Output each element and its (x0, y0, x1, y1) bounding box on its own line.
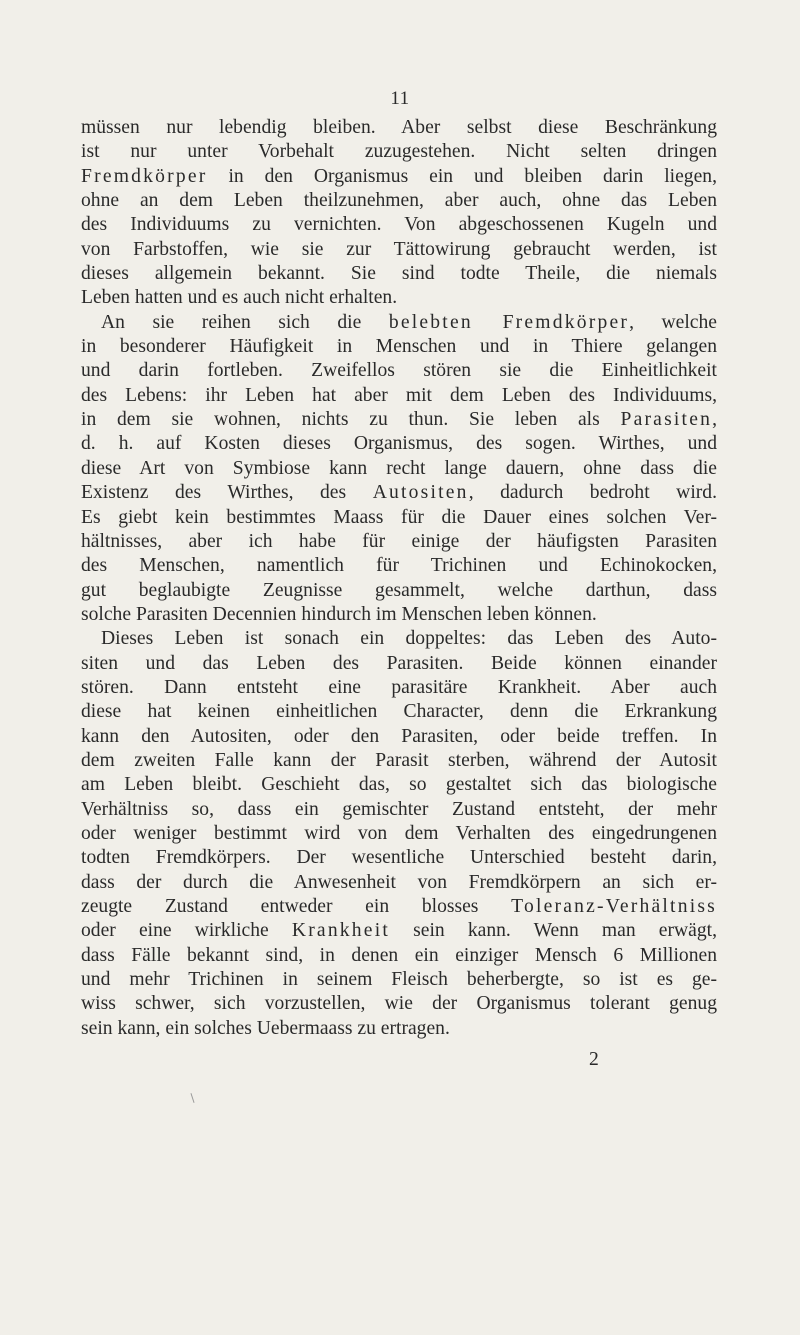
text-run: dass der durch die Anwesenheit von Fremdkörpern an sich er- (81, 871, 717, 893)
text-line (81, 213, 717, 237)
text-line (81, 992, 717, 1016)
text-run: Verhältniss so, dass ein gemischter Zustand entsteht, der mehr (81, 798, 717, 820)
text-line (81, 189, 717, 213)
text-line (81, 481, 717, 505)
emphasized-term: Autositen (372, 482, 469, 504)
text-line (81, 359, 717, 383)
text-line (81, 700, 717, 724)
paper-speck (190, 1093, 194, 1103)
text-line (81, 822, 717, 846)
text-run: Existenz des Wirthes, des (81, 482, 373, 504)
text-run: in den Organismus ein und bleiben darin liegen, (207, 165, 717, 187)
text-line (81, 773, 717, 797)
text-line (81, 1017, 717, 1041)
text-run: des Individuums zu vernichten. Von abgeschossenen Kugeln und (81, 214, 717, 236)
text-run: Es giebt kein bestimmtes Maass für die Dauer eines solchen Ver- (81, 506, 717, 528)
emphasized-term: Krankheit (291, 920, 390, 942)
text-run: , dadurch bedroht wird. (468, 482, 717, 504)
text-run: dem zweiten Falle kann der Parasit sterben, während der Autosit (81, 749, 717, 771)
emphasized-term: Toleranz-Verhältniss (511, 896, 717, 917)
text-run: Leben hatten und es auch nicht erhalten. (81, 287, 398, 309)
text-run: am Leben bleibt. Geschieht das, so gestaltet sich das biologische (81, 774, 717, 796)
text-run: dieses allgemein bekannt. Sie sind todte Theile, die niemals (81, 263, 717, 285)
emphasized-term: Fremdkörper (81, 165, 208, 187)
text-line (81, 749, 717, 773)
emphasized-term: belebten Fremdkörper (388, 311, 630, 333)
text-run: sein kann. Wenn man erwägt, (390, 920, 718, 942)
text-run: stören. Dann entsteht eine parasitäre Krankheit. Aber auch (81, 676, 717, 698)
text-run: in besonderer Häufigkeit in Menschen und in Thiere gelangen (81, 336, 717, 358)
text-line (81, 408, 717, 432)
text-line (81, 286, 717, 310)
text-line (81, 652, 717, 676)
text-run: dass Fälle bekannt sind, in denen ein einziger Mensch 6 Millionen (81, 944, 717, 966)
text-run: in dem sie wohnen, nichts zu thun. Sie leben als (81, 409, 621, 431)
text-line (81, 846, 717, 870)
page-number: 11 (390, 88, 410, 109)
text-line (81, 944, 717, 968)
text-line (81, 676, 717, 700)
text-line (81, 457, 717, 481)
emphasized-term: Parasiten (620, 409, 713, 431)
text-run: hältnisses, aber ich habe für einige der häufigsten Parasiten (81, 530, 717, 552)
text-run: sein kann, ein solches Uebermaass zu ertragen. (81, 1017, 450, 1039)
text-line (81, 238, 717, 262)
text-run: oder weniger bestimmt wird von dem Verhalten des eingedrungenen (81, 822, 717, 844)
text-line (81, 262, 717, 286)
text-line (81, 506, 717, 530)
text-line (81, 725, 717, 749)
text-line (81, 798, 717, 822)
text-run: ohne an dem Leben theilzunehmen, aber auch, ohne das Leben (81, 190, 717, 212)
text-line (81, 432, 717, 456)
text-run: , (712, 409, 717, 431)
text-run: wiss schwer, sich vorzustellen, wie der Organismus tolerant genug (81, 993, 717, 1015)
text-line (81, 895, 717, 919)
text-run: und darin fortleben. Zweifellos stören sie die Einheitlichkeit (81, 360, 717, 382)
text-run: , welche (629, 311, 717, 333)
text-run: d. h. auf Kosten dieses Organismus, des sogen. Wirthes, und (81, 433, 717, 455)
text-run: von Farbstoffen, wie sie zur Tättowirung gebraucht werden, ist (81, 238, 717, 260)
text-run: des Menschen, namentlich für Trichinen und Echinokocken, (81, 555, 717, 577)
text-line (81, 627, 717, 651)
text-run: kann den Autositen, oder den Parasiten, oder beide treffen. In (81, 725, 717, 747)
text-line (81, 968, 717, 992)
text-run: und mehr Trichinen in seinem Fleisch beherbergte, so ist es ge- (81, 969, 717, 991)
text-run: diese hat keinen einheitlichen Character, denn die Erkrankung (81, 701, 717, 723)
text-run: todten Fremdkörpers. Der wesentliche Unterschied besteht darin, (81, 847, 717, 869)
text-line (81, 871, 717, 895)
text-run: An sie reihen sich die (101, 311, 389, 333)
text-line (81, 140, 717, 164)
text-run: ist nur unter Vorbehalt zuzugestehen. Nicht selten dringen (81, 141, 717, 163)
body-text (81, 116, 717, 1041)
text-line (81, 554, 717, 578)
text-run: müssen nur lebendig bleiben. Aber selbst diese Beschränkung (81, 117, 717, 138)
sheet-number: 2 (589, 1049, 599, 1070)
text-line (81, 165, 717, 189)
text-run: Dieses Leben ist sonach ein doppeltes: das Leben des Auto- (101, 628, 717, 650)
text-run: solche Parasiten Decennien hindurch im Menschen leben können. (81, 603, 597, 625)
text-run: siten und das Leben des Parasiten. Beide können einander (81, 652, 717, 674)
text-line (81, 530, 717, 554)
text-line (81, 311, 717, 335)
text-line (81, 579, 717, 603)
text-run: zeugte Zustand entweder ein blosses (81, 896, 512, 917)
text-line (81, 384, 717, 408)
text-line (81, 919, 717, 943)
text-run: gut beglaubigte Zeugnisse gesammelt, welche darthun, dass (81, 579, 717, 601)
text-run: des Lebens: ihr Leben hat aber mit dem Leben des Individuums, (81, 384, 717, 406)
text-line (81, 116, 717, 140)
text-run: oder eine wirkliche (81, 920, 292, 942)
text-run: diese Art von Symbiose kann recht lange dauern, ohne dass die (81, 457, 717, 479)
text-line (81, 335, 717, 359)
text-line (81, 603, 717, 627)
